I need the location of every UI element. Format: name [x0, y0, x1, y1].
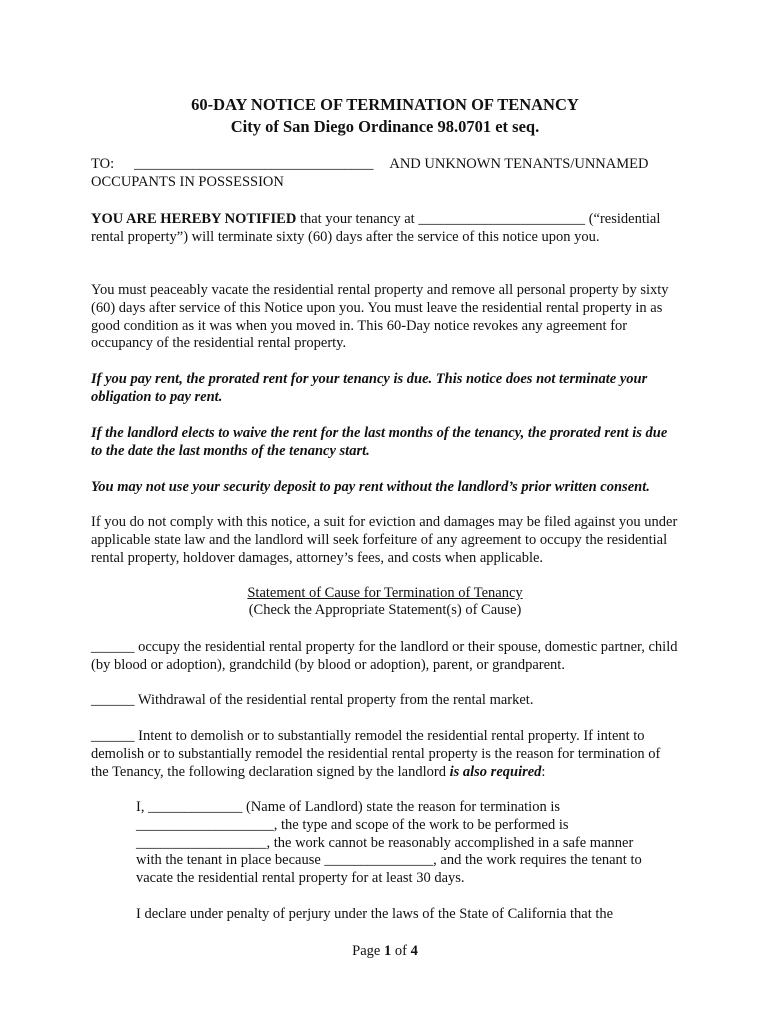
notified-line2: (“residential rental property”) will terminate sixty (60) days after the service of this notice upon you. [91, 211, 661, 245]
cause-demolish-emphasis: is also required [449, 763, 542, 780]
comply-paragraph: If you do not comply with this notice, a suit for eviction and damages may be filed against you under applicable state law and the landlord will seek forfeiture of any agreement to occupy the residential rental property, holdover damages, attorney’s fees, and costs when applicable. [91, 514, 678, 566]
page-footer [0, 943, 770, 961]
cause-withdrawal: ______ Withdrawal of the residential rental property from the rental market. [91, 692, 534, 708]
notified-bold: YOU ARE HEREBY NOTIFIED [91, 211, 297, 227]
cause-demolish-text: ______ Intent to demolish or to substantially remodel the residential rental property. If intent to demolish or to substantially remodel the residential rental property is the reason for termination of the Tenancy, the following declaration signed by the landlord [91, 728, 661, 780]
footer-page-label: Page [352, 943, 384, 959]
cause-owner-occupancy: ______ occupy the residential rental property for the landlord or their spouse, domestic partner, child (by blood or adoption), grandchild (by blood or adoption), parent, or grandparent. [91, 639, 678, 673]
footer-of-label: of [391, 943, 411, 959]
security-deposit-paragraph: You may not use your security deposit to pay rent without the landlord’s prior written consent. [91, 479, 650, 495]
to-blank: _________________________________ [134, 156, 374, 172]
document-title: 60-DAY NOTICE OF TERMINATION OF TENANCY [191, 95, 579, 114]
to-suffix: AND UNKNOWN TENANTS/UNNAMED [389, 156, 649, 172]
waive-rent-paragraph: If the landlord elects to waive the rent for the last months of the tenancy, the prorated rent is due to the date the last months of the tenancy start. [91, 425, 668, 459]
footer-total-pages: 4 [410, 943, 418, 959]
pay-rent-paragraph: If you pay rent, the prorated rent for your tenancy is due. This notice does not terminate your obligation to pay rent. [91, 371, 648, 405]
notified-paragraph [91, 211, 681, 247]
cause-demolish-remodel [91, 728, 681, 781]
cause-heading: Statement of Cause for Termination of Tenancy [247, 585, 523, 601]
vacate-paragraph: You must peaceably vacate the residential rental property and remove all personal property by sixty (60) days after service of this Notice upon you. You must leave the residential rental property in as good condition as it was when you moved in. This 60-Day notice revokes any agreement for occupancy of the residential rental property. [91, 282, 669, 352]
cause-demolish-end: : [541, 763, 546, 780]
to-label: TO: [91, 156, 115, 172]
perjury-declaration: I declare under penalty of perjury under the laws of the State of California that the [136, 906, 614, 922]
notified-rest: that your tenancy at [296, 211, 419, 227]
cause-subheading: (Check the Appropriate Statement(s) of Cause) [248, 602, 522, 618]
notified-blank: _______________________ [418, 211, 586, 227]
landlord-declaration: I, _____________ (Name of Landlord) state the reason for termination is ___________________, the type and scope of the work to be performed is __________________, the work cannot be reasonably accomplished in a safe manner with the tenant in place because _______________, and the work requires the tenant to vacate the residential rental property for at least 30 days. [136, 799, 642, 887]
to-line2: OCCUPANTS IN POSSESSION [91, 173, 284, 190]
footer-current-page: 1 [383, 943, 392, 959]
document-subtitle: City of San Diego Ordinance 98.0701 et seq. [230, 117, 540, 136]
to-block [91, 156, 681, 192]
